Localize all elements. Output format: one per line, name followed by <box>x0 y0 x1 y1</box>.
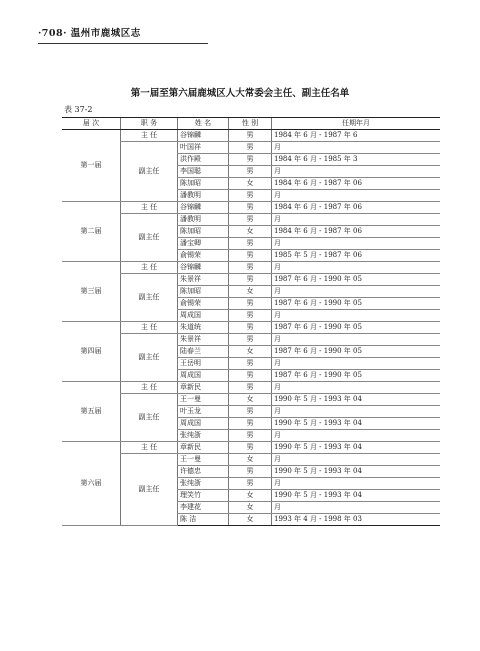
sex-cell: 男 <box>229 154 272 166</box>
sex-cell: 男 <box>229 382 272 394</box>
sex-cell: 男 <box>229 334 272 346</box>
tenure-cell: 1984 年 6 月 - 1985 年 3 <box>272 154 441 166</box>
tenure-cell: 月 <box>272 238 441 250</box>
term-cell: 第六届 <box>62 442 121 526</box>
sex-cell: 女 <box>229 394 272 406</box>
tenure-cell: 月 <box>272 478 441 490</box>
name-cell: 谷锦麟 <box>178 202 229 214</box>
name-cell: 理笑竹 <box>178 490 229 502</box>
position-cell: 副主任 <box>121 274 178 322</box>
name-cell: 谷锦麟 <box>178 130 229 142</box>
term-cell: 第二届 <box>62 202 121 262</box>
name-cell: 陈加昭 <box>178 286 229 298</box>
col-header-sex: 性 别 <box>229 118 272 130</box>
tenure-cell: 月 <box>272 166 441 178</box>
tenure-cell: 1990 年 5 月 - 1993 年 04 <box>272 418 441 430</box>
tenure-cell: 1993 年 4 月 - 1998 年 03 <box>272 514 441 526</box>
name-cell: 李国聪 <box>178 166 229 178</box>
col-header-term: 届 次 <box>62 118 121 130</box>
name-cell: 章新民 <box>178 382 229 394</box>
name-cell: 章新民 <box>178 442 229 454</box>
col-header-name: 姓 名 <box>178 118 229 130</box>
name-cell: 潘教明 <box>178 214 229 226</box>
table-row <box>62 442 440 454</box>
position-cell: 副主任 <box>121 394 178 442</box>
sex-cell: 男 <box>229 430 272 442</box>
tenure-cell: 月 <box>272 214 441 226</box>
name-cell: 陈加昭 <box>178 226 229 238</box>
name-cell: 陈加昭 <box>178 178 229 190</box>
table-row <box>62 202 440 214</box>
name-cell: 许德忠 <box>178 466 229 478</box>
name-cell: 潘教明 <box>178 190 229 202</box>
tenure-cell: 月 <box>272 502 441 514</box>
name-cell: 周成国 <box>178 370 229 382</box>
sex-cell: 男 <box>229 442 272 454</box>
sex-cell: 女 <box>229 286 272 298</box>
tenure-cell: 1987 年 6 月 - 1990 年 05 <box>272 298 441 310</box>
tenure-cell: 1990 年 5 月 - 1993 年 04 <box>272 442 441 454</box>
sex-cell: 男 <box>229 478 272 490</box>
sex-cell: 女 <box>229 346 272 358</box>
term-cell: 第一届 <box>62 130 121 202</box>
position-cell: 主 任 <box>121 262 178 274</box>
position-cell: 主 任 <box>121 202 178 214</box>
name-cell: 王一曼 <box>178 394 229 406</box>
tenure-cell: 1984 年 6 月 - 1987 年 06 <box>272 226 441 238</box>
table-row <box>62 262 440 274</box>
sex-cell: 男 <box>229 370 272 382</box>
name-cell: 叶玉龙 <box>178 406 229 418</box>
tenure-cell: 月 <box>272 454 441 466</box>
tenure-cell: 1987 年 6 月 - 1990 年 05 <box>272 370 441 382</box>
tenure-cell: 1987 年 6 月 - 1990 年 05 <box>272 274 441 286</box>
sex-cell: 男 <box>229 202 272 214</box>
tenure-cell: 月 <box>272 286 441 298</box>
position-cell: 主 任 <box>121 442 178 454</box>
name-cell: 俞锡荣 <box>178 250 229 262</box>
name-cell: 周成国 <box>178 310 229 322</box>
position-cell: 副主任 <box>121 142 178 202</box>
tenure-cell: 月 <box>272 358 441 370</box>
sex-cell: 男 <box>229 358 272 370</box>
name-cell: 张纯浙 <box>178 478 229 490</box>
tenure-cell: 1984 年 6 月 - 1987 年 06 <box>272 178 441 190</box>
name-cell: 洪作殿 <box>178 154 229 166</box>
sex-cell: 女 <box>229 454 272 466</box>
sex-cell: 男 <box>229 262 272 274</box>
position-cell: 副主任 <box>121 454 178 526</box>
sex-cell: 男 <box>229 238 272 250</box>
position-cell: 主 任 <box>121 130 178 142</box>
table-row <box>62 382 440 394</box>
tenure-cell: 1984 年 6 月 - 1987 年 6 <box>272 130 441 142</box>
sex-cell: 男 <box>229 298 272 310</box>
sex-cell: 女 <box>229 226 272 238</box>
sex-cell: 男 <box>229 142 272 154</box>
term-cell: 第四届 <box>62 322 121 382</box>
col-header-position: 职 务 <box>121 118 178 130</box>
sex-cell: 女 <box>229 502 272 514</box>
sex-cell: 男 <box>229 310 272 322</box>
tenure-cell: 1990 年 5 月 - 1993 年 04 <box>272 466 441 478</box>
sex-cell: 女 <box>229 490 272 502</box>
tenure-cell: 1987 年 6 月 - 1990 年 05 <box>272 346 441 358</box>
name-cell: 陈 洁 <box>178 514 229 526</box>
tenure-cell: 月 <box>272 406 441 418</box>
sex-cell: 男 <box>229 274 272 286</box>
tenure-cell: 月 <box>272 310 441 322</box>
sex-cell: 男 <box>229 130 272 142</box>
name-cell: 陆春兰 <box>178 346 229 358</box>
tenure-cell: 月 <box>272 190 441 202</box>
position-cell: 主 任 <box>121 382 178 394</box>
name-cell: 谷锦麟 <box>178 262 229 274</box>
sex-cell: 男 <box>229 166 272 178</box>
sex-cell: 男 <box>229 406 272 418</box>
sex-cell: 男 <box>229 214 272 226</box>
name-cell: 周成国 <box>178 418 229 430</box>
name-cell: 潘宝卿 <box>178 238 229 250</box>
tenure-cell: 月 <box>272 334 441 346</box>
sex-cell: 男 <box>229 250 272 262</box>
tenure-cell: 1985 年 5 月 - 1987 年 06 <box>272 250 441 262</box>
page-header: ·708· 温州市鹿城区志 <box>38 25 208 44</box>
position-cell: 副主任 <box>121 334 178 382</box>
sex-cell: 男 <box>229 466 272 478</box>
table-number: 表 37-2 <box>64 105 93 114</box>
tenure-cell: 1987 年 6 月 - 1990 年 05 <box>272 322 441 334</box>
tenure-cell: 1990 年 5 月 - 1993 年 04 <box>272 490 441 502</box>
name-cell: 朱景祥 <box>178 274 229 286</box>
name-cell: 朱道统 <box>178 322 229 334</box>
col-header-tenure: 任期年月 <box>272 118 441 130</box>
term-cell: 第五届 <box>62 382 121 442</box>
table-row <box>62 130 440 142</box>
table-header-row <box>62 118 440 130</box>
name-cell: 王岳明 <box>178 358 229 370</box>
name-cell: 张纯浙 <box>178 430 229 442</box>
tenure-cell: 月 <box>272 382 441 394</box>
name-cell: 叶国祥 <box>178 142 229 154</box>
name-cell: 朱景祥 <box>178 334 229 346</box>
tenure-cell: 1984 年 6 月 - 1987 年 06 <box>272 202 441 214</box>
tenure-cell: 月 <box>272 142 441 154</box>
name-cell: 俞锡荣 <box>178 298 229 310</box>
table-title: 第一届至第六届鹿城区人大常委会主任、副主任名单 <box>130 88 350 99</box>
tenure-cell: 月 <box>272 262 441 274</box>
sex-cell: 男 <box>229 418 272 430</box>
position-cell: 副主任 <box>121 214 178 262</box>
tenure-cell: 月 <box>272 430 441 442</box>
tenure-cell: 1990 年 5 月 - 1993 年 04 <box>272 394 441 406</box>
term-cell: 第三届 <box>62 262 121 322</box>
sex-cell: 男 <box>229 322 272 334</box>
committee-table <box>62 117 440 526</box>
name-cell: 李建花 <box>178 502 229 514</box>
table-body <box>62 130 440 526</box>
table-row <box>62 322 440 334</box>
position-cell: 主 任 <box>121 322 178 334</box>
sex-cell: 男 <box>229 190 272 202</box>
sex-cell: 女 <box>229 514 272 526</box>
name-cell: 王一曼 <box>178 454 229 466</box>
sex-cell: 女 <box>229 178 272 190</box>
